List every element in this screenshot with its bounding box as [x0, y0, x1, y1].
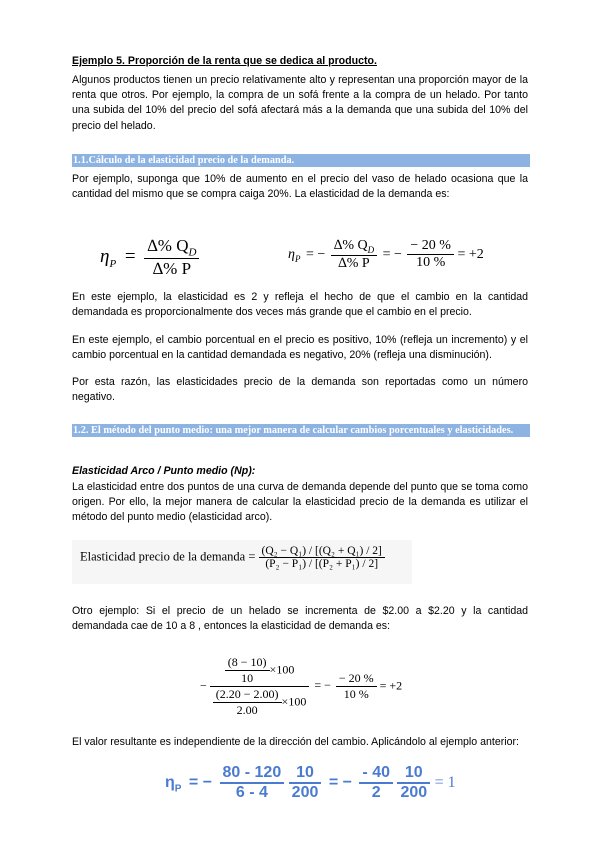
- midpoint-formula: Elasticidad precio de la demanda = $\frac{\text{(Q₂ − Q₁) / [(Q₂ + Q₁) / 2]}}{\text{(P₂ − P₁) / [(P₂ + P₁) / 2]}}$: [80, 545, 385, 570]
- paragraph-direction: El valor resultante es independiente de la dirección del cambio. Aplicándolo al ejemplo anterior:: [72, 736, 519, 748]
- section-title: Ejemplo 5. Proporción de la renta que se dedica al producto.: [72, 55, 377, 67]
- paragraph-explanation: En este ejemplo, la elasticidad es 2 y refleja el hecho de que el cambio en la cantidad demandada es proporcionalmente dos veces más grande que el cambio en el precio.: [72, 291, 528, 319]
- ice-cream-formula: − $\frac{(8 - 10)}{10}$ ×100 $\frac{(2.20 - 2.00)}{2.00}$ ×100 = − $\frac{- 20 \%}{10 \%}$ = +2: [200, 655, 403, 717]
- applied-formula: $\eta_P$ = − $\frac{80 - 120}{6 - 4}$ $\frac{10}{200}$ = − $\frac{- 40}{2}$ $\frac{10}{200}$ = 1: [165, 764, 456, 801]
- paragraph-example: Por ejemplo, suponga que 10% de aumento en el precio del vaso de helado ocasiona que la cantidad del mismo que se compra caiga 20%. La elasticidad de la demanda es:: [72, 173, 528, 201]
- paragraph-midpoint: La elasticidad entre dos puntos de una curva de demanda depende del punto que se toma como origen. Por ello, la mejor manera de calcular la elasticidad precio de la demanda es utilizar el método del punto medio (elasticidad arco).: [72, 481, 528, 524]
- paragraph-percent-change: En este ejemplo, el cambio porcentual en el precio es positivo, 10% (refleja un incremento) y el cambio porcentual en la cantidad demandada es negativo, 20% (refleja una disminución).: [72, 334, 528, 362]
- subheading-arc-elasticity: Elasticidad Arco / Punto medio (Np):: [72, 465, 256, 477]
- paragraph-reason: Por esta razón, las elasticidades precio de la demanda son reportadas como un número negativo.: [72, 376, 528, 404]
- paragraph-intro: Algunos productos tienen un precio relativamente alto y representan una proporción mayor de la renta que otros. Por ejemplo, la compra de un sofá frente a la compra de un helado. Por tanto una subida del 10% del precio del sofá afectará más a la demanda que una subida del 10% del precio del helado.: [72, 74, 528, 132]
- eta-symbol: η: [100, 246, 110, 268]
- elasticity-example-formula: $\eta_P$ = − $\frac{\Delta\% Q_D}{\Delta\% P}$ = − $\frac{- 20 \%}{10 \%}$ = +2: [288, 238, 484, 271]
- heading-1-1: 1.1.Cálculo de la elasticidad precio de la demanda.: [72, 154, 530, 167]
- heading-1-2: 1.2. El método del punto medio: una mejor manera de calcular cambios porcentuales y elasticidades.: [72, 424, 530, 437]
- elasticity-formula: $\eta_P$ = $\frac{\Delta\% Q_D}{\Delta\% P}$: [100, 236, 199, 279]
- paragraph-other-example: Otro ejemplo: Si el precio de un helado se incrementa de $2.00 a $2.20 y la cantidad demandada cae de 10 a 8 , entonces la elasticidad de demanda es:: [72, 605, 528, 633]
